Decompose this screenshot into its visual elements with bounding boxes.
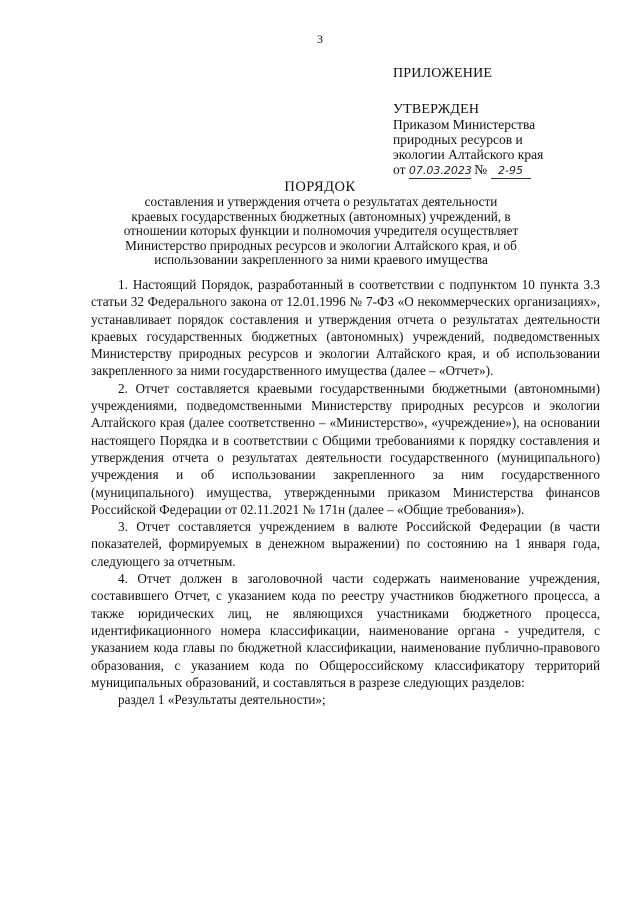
document-title: ПОРЯДОК xyxy=(284,179,356,195)
document-subtitle: составления и утверждения отчета о результатах деятельности краевых государственных бюджетных (автономных) учреждений, в отношении которых функции и полномочия учредителя осуществляет Министерство природных ресурсов и экологии Алтайского края, и об использовании закрепленного за ними краевого имущества xyxy=(123,194,519,267)
order-date-line xyxy=(393,162,623,179)
paragraph: раздел 1 «Результаты деятельности»; xyxy=(118,692,326,708)
paragraph: 1. Настоящий Порядок, разработанный в соответствии с подпунктом 10 пункта 3.3 статьи 32 Федерального закона от 12.01.1996 № 7-ФЗ «О некоммерческих организациях», устанавливает порядок составления и утверждения отчета о результатах деятельности краевых государственных бюджетных (автономных) учреждений, подведомственных Министерству природных ресурсов и экологии Алтайского края, и об использовании закрепленного за ними государственного имущества (далее – «Отчет»). xyxy=(91,277,600,379)
order-line: природных ресурсов и xyxy=(393,132,523,147)
approved-label: УТВЕРЖДЕН xyxy=(393,102,480,117)
handwritten-date: 07.03.2023 xyxy=(408,164,472,177)
paragraph: 2. Отчет составляется краевыми государственными бюджетными (автономными) учреждениями, подведомственными Министерству природных ресурсов и экологии Алтайского края (далее соответственно – «Министерство», «учреждение»), на основании настоящего Порядка и в соответствии с Общими требованиями к порядку составления и утверждения отчета о результатах деятельности государственного (муниципального) учреждения и об использовании закрепленного за ним государственного (муниципального) имущества, утвержденными приказом Министерства финансов Российской Федерации от 02.11.2021 № 171н (далее – «Общие требования»). xyxy=(91,380,600,517)
order-line: Приказом Министерства xyxy=(393,117,536,132)
order-line: экологии Алтайского края xyxy=(393,147,544,162)
date-prefix: от xyxy=(393,162,406,177)
approval-block xyxy=(393,66,623,179)
paragraph: 3. Отчет составляется учреждением в валюте Российской Федерации (в части показателей, формируемых в денежном выражении) по состоянию на 1 января года, следующего за отчетным. xyxy=(91,519,600,569)
paragraph: 4. Отчет должен в заголовочной части содержать наименование учреждения, составившего Отчет, с указанием кода по реестру участников бюджетного процесса, а также юридических лиц, не являющихся участниками бюджетного процесса, идентификационного номера классификации, наименование органа - учредителя, с указанием кода главы по бюджетной классификации, наименование публично-правового образования, с указанием кода по Общероссийскому классификатору территорий муниципальных образований, и составляться в разрезе следующих разделов: xyxy=(91,571,600,690)
handwritten-number: 2-95 xyxy=(491,163,531,179)
page-number: 3 xyxy=(317,32,323,46)
document-body xyxy=(91,276,600,708)
appendix-label: ПРИЛОЖЕНИЕ xyxy=(393,66,493,81)
number-sign: № xyxy=(474,162,488,177)
